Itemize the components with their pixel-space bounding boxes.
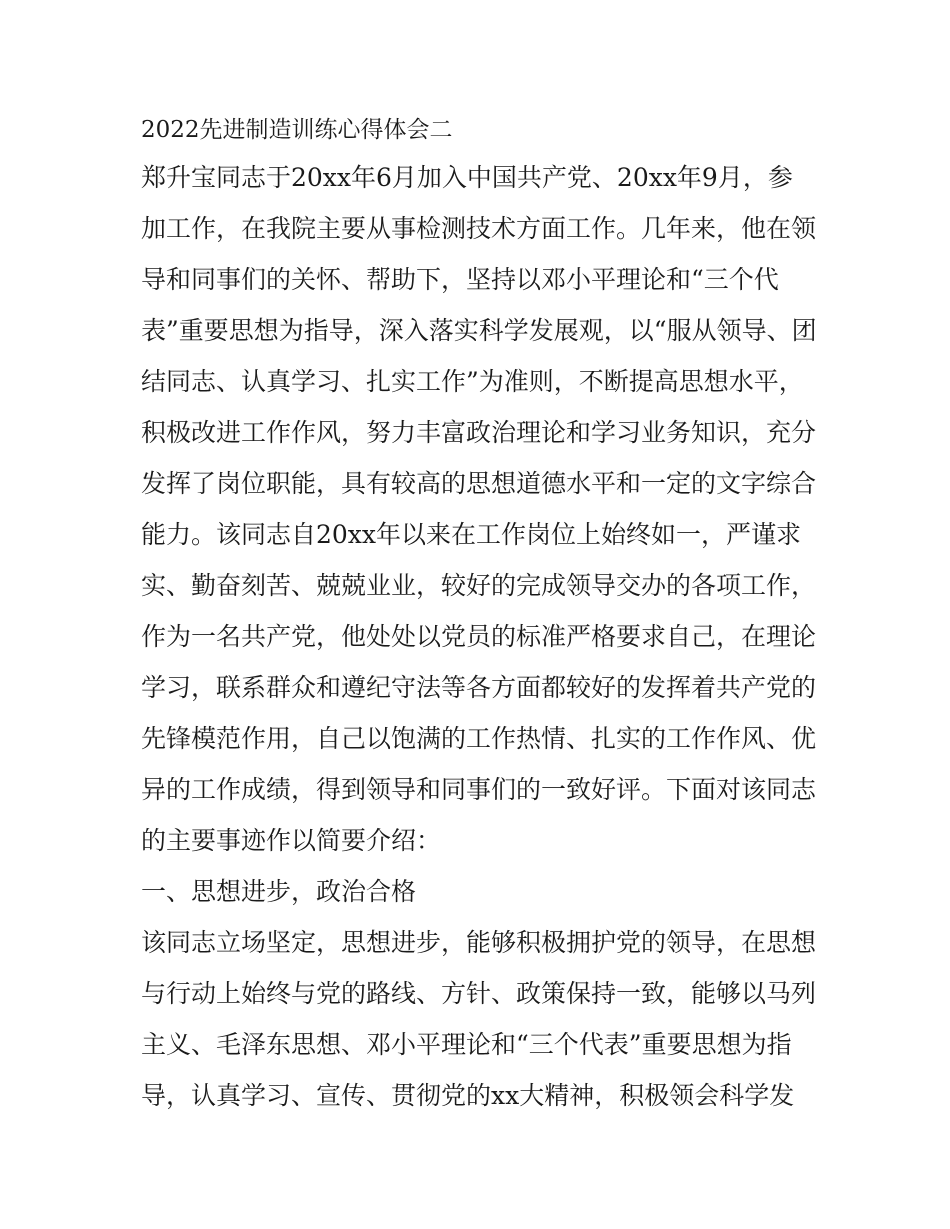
body-line-2: 加工作，在我院主要从事检测技术方面工作。几年来，他在领 [141,214,817,243]
document-title: 2022先进制造训练心得体会二 [141,117,453,143]
body-line-4: 表”重要思想为指导，深入落实科学发展观，以“服从领导、团 [141,316,817,345]
section-heading-1: 一、思想进步，政治合格 [141,877,417,906]
body-line-8: 能力。该同志自20xx年以来在工作岗位上始终如一，严谨求 [141,520,802,549]
body-line-5: 结同志、认真学习、扎实工作”为准则，不断提高思想水平， [141,367,804,396]
body-line-11: 学习，联系群众和遵纪守法等各方面都较好的发挥着共产党的 [141,673,817,702]
body-line-17: 主义、毛泽东思想、邓小平理论和“三个代表”重要思想为指 [141,1030,792,1059]
body-line-3: 导和同事们的关怀、帮助下，坚持以邓小平理论和“三个代 [141,265,779,294]
body-line-15: 该同志立场坚定，思想进步，能够积极拥护党的领导，在思想 [141,928,817,957]
document-body [141,108,817,1121]
body-line-6: 积极改进工作作风，努力丰富政治理论和学习业务知识，充分 [141,418,817,447]
body-line-7: 发挥了岗位职能，具有较高的思想道德水平和一定的文字综合 [141,469,817,498]
body-line-9: 实、勤奋刻苦、兢兢业业，较好的完成领导交办的各项工作， [141,571,817,600]
body-line-14: 的主要事迹作以简要介绍： [141,826,442,855]
body-line-18: 导，认真学习、宣传、贯彻党的xx大精神，积极领会科学发 [141,1081,795,1110]
body-line-16: 与行动上始终与党的路线、方针、政策保持一致，能够以马列 [141,979,817,1008]
body-line-1: 郑升宝同志于20xx年6月加入中国共产党、20xx年9月，参 [141,163,793,192]
body-line-13: 异的工作成绩，得到领导和同事们的一致好评。下面对该同志 [141,775,817,804]
body-line-12: 先锋模范作用，自己以饱满的工作热情、扎实的工作作风、优 [141,724,817,753]
body-line-10: 作为一名共产党，他处处以党员的标准严格要求自己，在理论 [141,622,817,651]
